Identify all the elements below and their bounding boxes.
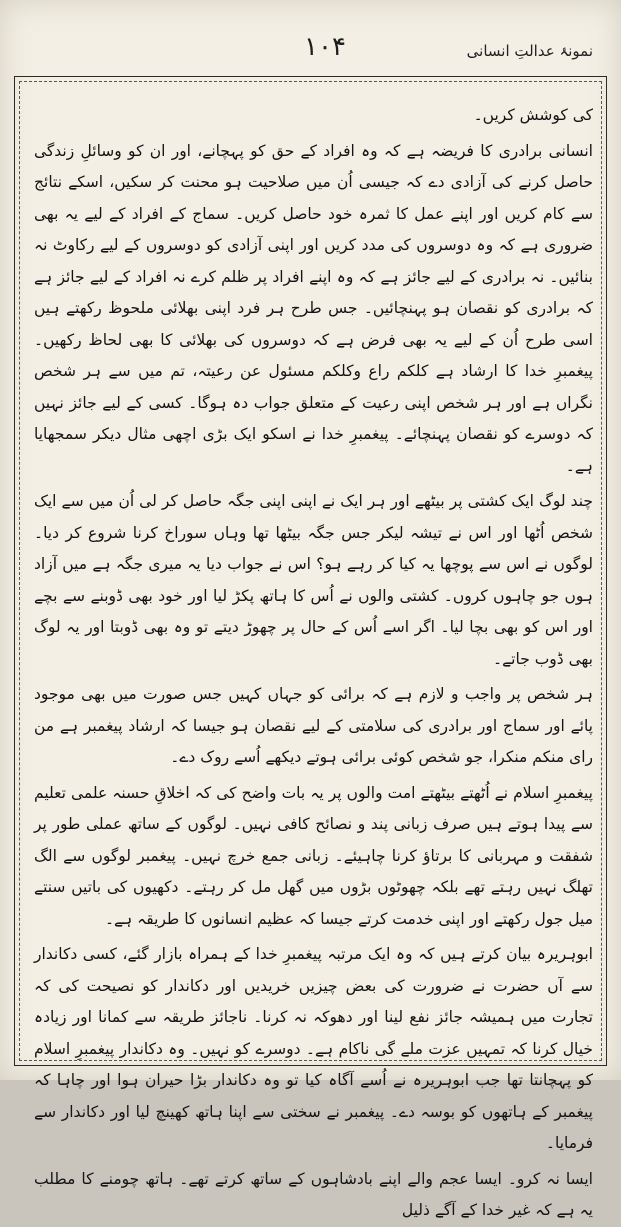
- paragraph-2: انسانی برادری کا فریضہ ہے کہ وہ افراد کے حق کو پہچانے، اور ان کو وسائلِ زندگی حاصل کرنے کی آزادی دے کہ جیسی اُن میں صلاحیت ہو محنت کر سکیں، اسکے نتائج سے کام کریں اور اپنے عمل کا ثمرہ خود حاصل کریں۔ سماج کے افراد کے لیے یہ بھی ضروری ہے کہ وہ دوسروں کی مدد کریں اور اپنی آزادی کو دوسروں کے لیے رکاوٹ نہ بنائیں۔ نہ برادری کے لیے جائز ہے کہ وہ اپنے افراد پر ظلم کرے نہ افراد کے لیے جائز ہے کہ برادری کو نقصان ہو پہنچائیں۔ جس طرح ہر فرد اپنی بھلائی ملحوظ رکھتے ہیں اسی طرح اُن کے لیے یہ بھی فرض ہے کہ دوسروں کی بھلائی کا بھی لحاظ رکھیں۔ پیغمبرِ خدا کا ارشاد ہے کلکم راع وکلکم مسئول عن رعیتہ، تم میں سے ہر شخص نگراں ہے اور ہر شخص اپنی رعیت کے متعلق جواب دہ ہوگا۔ کسی کے لیے جائز نہیں کہ دوسرے کو نقصان پہنچائے۔ پیغمبرِ خدا نے اسکو ایک بڑی اچھی مثال دیکر سمجھایا ہے۔: [34, 141, 593, 475]
- paragraph-3: چند لوگ ایک کشتی پر بیٹھے اور ہر ایک نے اپنی اپنی جگہ حاصل کر لی اُن میں سے ایک شخص اُٹھا اور اس نے تیشہ لیکر جس جگہ بیٹھا تھا وہاں سوراخ کرنا شروع کر دیا۔ لوگوں نے اس سے پوچھا یہ کیا کر رہے ہو؟ اس نے جواب دیا یہ میری جگہ ہے میں آزاد ہوں جو چاہوں کروں۔ کشتی والوں نے اُس کا ہاتھ پکڑ لیا اور خود بھی ڈوبنے سے بچے اور اس کو بھی بچا لیا۔ اگر اسے اُس کے حال پر چھوڑ دیتے تو وہ بھی ڈوبتا اور یہ لوگ بھی ڈوب جاتے۔: [34, 492, 593, 668]
- page-header: [20, 28, 601, 68]
- page-number: ۱۰۴: [304, 32, 346, 62]
- body-text: [34, 100, 593, 1219]
- paragraph-5: پیغمبرِ اسلام نے اُٹھتے بیٹھتے امت والوں پر یہ بات واضح کی کہ اخلاقِ حسنہ علمی تعلیم سے پیدا ہوتے ہیں صرف زبانی پند و نصائح کافی نہیں۔ لوگوں کے ساتھ عملی طور پر شفقت و مہربانی کا برتاؤ کرنا چاہیئے۔ زبانی جمع خرچ نہیں۔ پیغمبر لوگوں سے الگ تھلگ نہیں رہتے تھے بلکہ چھوٹوں بڑوں میں گھل مل کر رہتے۔ دکھیوں کی باتیں سنتے میل جول رکھتے اور اپنی خدمت کرتے جیسا کہ عظیم انسانوں کا طریقہ ہے۔: [34, 783, 593, 928]
- paragraph-7: ایسا نہ کرو۔ ایسا عجم والے اپنے بادشاہوں کے ساتھ کرتے تھے۔ ہاتھ چومنے کا مطلب یہ ہے کہ غیر خدا کے آگے ذلیل: [34, 1169, 593, 1219]
- paragraph-1: کی کوشش کریں۔: [473, 106, 593, 124]
- running-title: نمونۂ عدالتِ انسانی: [466, 42, 593, 60]
- paragraph-6: ابوہریرہ بیان کرتے ہیں کہ وہ ایک مرتبہ پیغمبرِ خدا کے ہمراہ بازار گئے، کسی دکاندار سے آں حضرت نے ضرورت کی بعض چیزیں خریدیں اور دکاندار کو نصیحت کی کہ تجارت میں ہمیشہ جائز نفع لینا اور دھوکہ نہ کرنا۔ ناجائز طریقہ سے کمانا اور زیادہ خیال کرنا کہ تمہیں عزت ملے گی ناکام ہے۔ دوسرے کو نہیں۔ وہ دکاندار پیغمبرِ اسلام کو پہچانتا تھا جب ابوہریرہ نے اُسے آگاہ کیا تو وہ دکاندار بڑا حیران ہوا اور چاہا کہ پیغمبر کے ہاتھوں کو بوسہ دے۔ پیغمبر نے سختی سے اپنا ہاتھ کھینچ لیا اور دکاندار سے فرمایا۔: [34, 945, 593, 1152]
- paragraph-4: ہر شخص پر واجب و لازم ہے کہ برائی کو جہاں کہیں جس صورت میں بھی موجود پائے اور سماج اور برادری کی سلامتی کے لیے نقصان ہو جیسا کہ ارشاد پیغمبر ہے من رای منکم منکرا، جو شخص کوئی برائی ہوتے دیکھے اُسے روک دے۔: [34, 685, 593, 766]
